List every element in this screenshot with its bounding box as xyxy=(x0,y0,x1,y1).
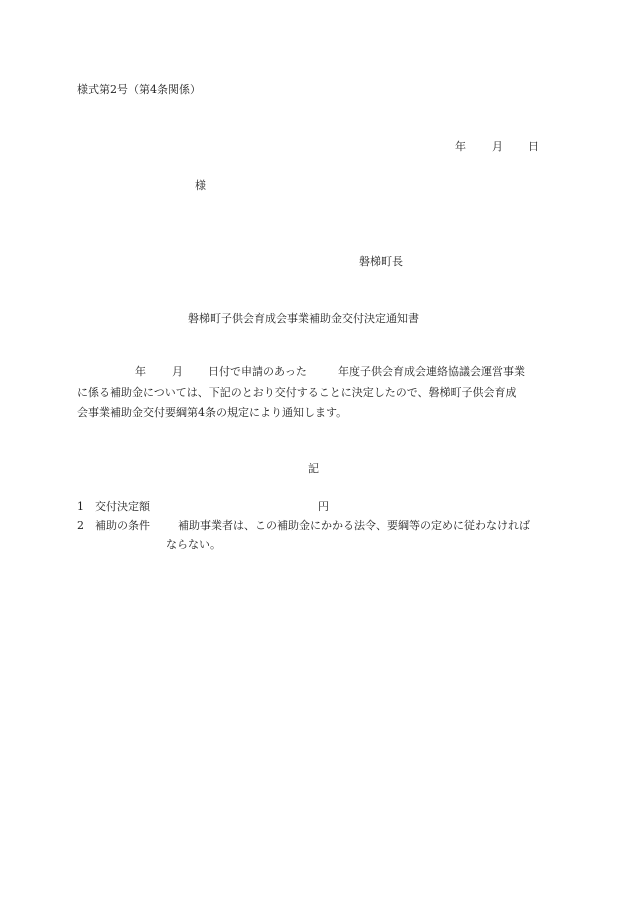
date-month: 月 xyxy=(492,140,503,153)
body-fiscal-year-project: 年度子供会育成会連絡協議会運営事業 xyxy=(338,365,525,378)
date-day: 日 xyxy=(528,140,539,153)
item-1-number: 1 xyxy=(77,500,84,513)
item-2-label: 補助の条件 xyxy=(95,519,150,532)
body-line-2: に係る補助金については、下記のとおり交付することに決定したので、磐梯町子供会育成 xyxy=(77,386,517,399)
item-1-label: 交付決定額 xyxy=(95,500,150,513)
document-title: 磐梯町子供会育成会事業補助金交付決定通知書 xyxy=(188,312,419,325)
body-year: 年 xyxy=(135,365,146,378)
body-month: 月 xyxy=(172,365,183,378)
item-2-number: 2 xyxy=(77,519,84,532)
addressee-suffix: 様 xyxy=(195,179,206,192)
sender: 磐梯町長 xyxy=(359,255,403,268)
date-year: 年 xyxy=(455,140,466,153)
body-day-applied: 日付で申請のあった xyxy=(208,365,307,378)
body-line-3: 会事業補助金交付要綱第4条の規定により通知します。 xyxy=(77,406,348,419)
item-1-unit: 円 xyxy=(318,500,329,513)
note-heading: 記 xyxy=(308,462,319,475)
form-number: 様式第2号（第4条関係） xyxy=(77,83,201,96)
item-2-text-line-1: 補助事業者は、この補助金にかかる法令、要綱等の定めに従わなければ xyxy=(178,519,530,532)
item-2-text-line-2: ならない。 xyxy=(166,538,221,551)
